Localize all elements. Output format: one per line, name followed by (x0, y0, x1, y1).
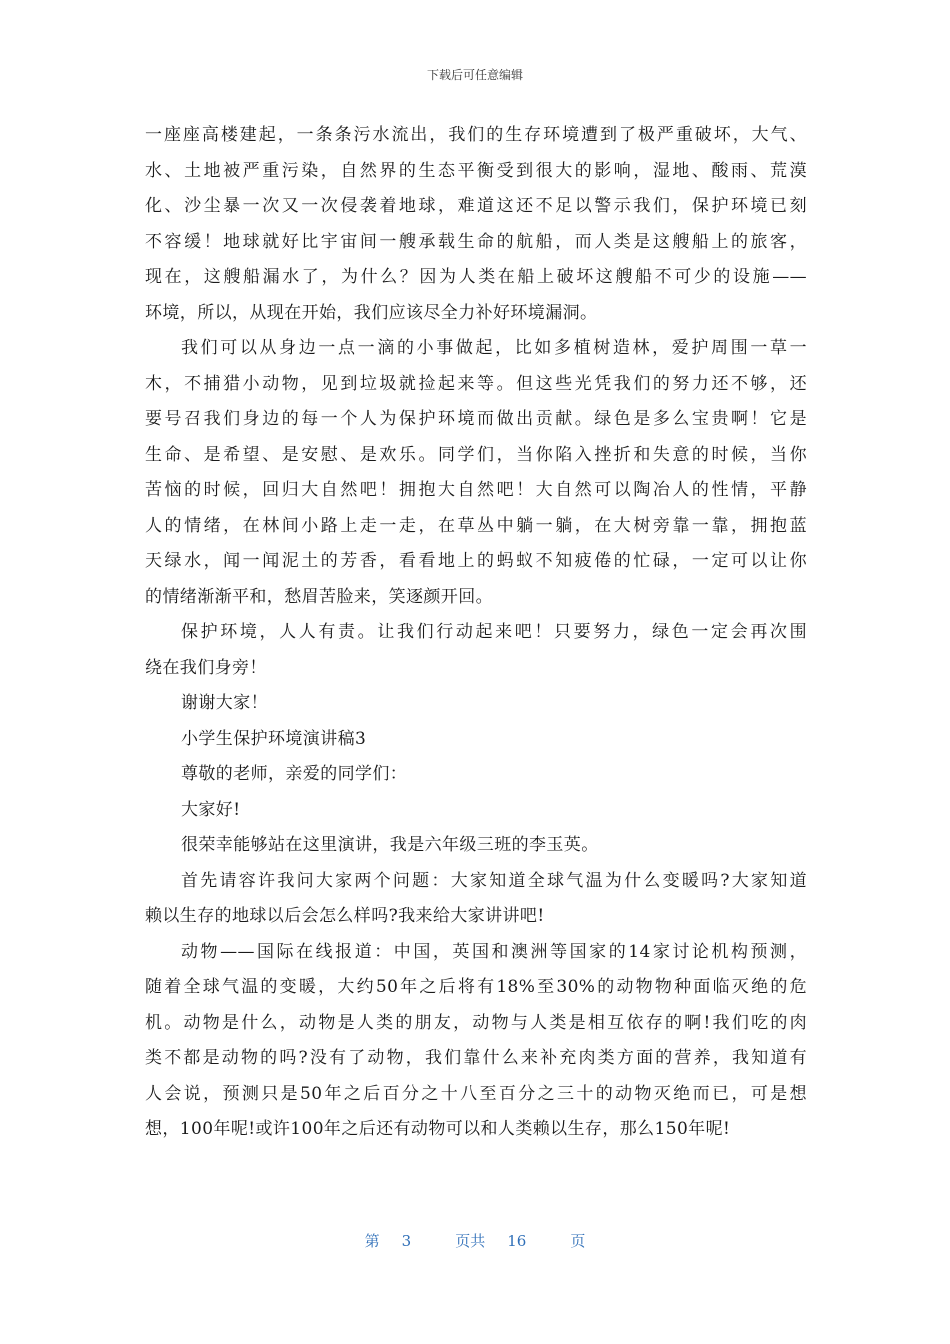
text-line: 尊敬的老师，亲爱的同学们： (181, 764, 408, 784)
footer-prefix: 第 (364, 1232, 380, 1250)
text-line: 木，不捕猎小动物，见到垃圾就捡起来等。但这些光凭我们的努力还不够，还 (145, 373, 807, 394)
document-body (145, 118, 807, 1148)
text-line: 赖以生存的地球以后会怎么样吗?我来给大家讲讲吧! (145, 906, 545, 926)
text-line: 谢谢大家！ (181, 693, 268, 713)
text-line: 现在，这艘船漏水了，为什么？因为人类在船上破坏这艘船不可少的设施—— (145, 267, 807, 287)
page-footer (0, 1230, 950, 1251)
text-line: 人的情绪，在林间小路上走一走，在草丛中躺一躺，在大树旁靠一靠，拥抱蓝 (145, 515, 807, 536)
footer-page-number: 3 (401, 1232, 412, 1250)
text-line: 天绿水，闻一闻泥土的芳香，看看地上的蚂蚁不知疲倦的忙碌，一定可以让你 (145, 551, 807, 571)
text-line: 大家好! (181, 799, 241, 820)
text-line: 人会说，预测只是50年之后百分之十八至百分之三十的动物灭绝而已，可是想 (145, 1083, 807, 1104)
text-line: 动物——国际在线报道：中国，英国和澳洲等国家的14家讨论机构预测， (181, 941, 807, 962)
text-line: 机。动物是什么，动物是人类的朋友，动物与人类是相互依存的啊!我们吃的肉 (145, 1012, 807, 1033)
text-line: 绕在我们身旁！ (145, 657, 267, 678)
text-line: 水、土地被严重污染，自然界的生态平衡受到很大的影响，湿地、酸雨、荒漠 (145, 160, 807, 181)
text-line: 的情绪渐渐平和，愁眉苦脸来，笑逐颜开回。 (145, 586, 493, 607)
text-line: 我们可以从身边一点一滴的小事做起，比如多植树造林，爱护周围一草一 (181, 338, 807, 358)
text-line: 一座座高楼建起，一条条污水流出，我们的生存环境遭到了极严重破坏，大气、 (145, 125, 807, 145)
footer-total-pages: 16 (507, 1232, 527, 1250)
page-header: 下载后可任意编辑 (426, 68, 523, 82)
text-line: 想，100年呢!或许100年之后还有动物可以和人类赖以生存，那么150年呢! (145, 1119, 731, 1139)
text-line: 苦恼的时候，回归大自然吧！拥抱大自然吧！大自然可以陶冶人的性情，平静 (145, 480, 807, 500)
text-line: 很荣幸能够站在这里演讲，我是六年级三班的李玉英。 (181, 835, 599, 855)
text-line: 要号召我们身边的每一个人为保护环境而做出贡献。绿色是多么宝贵啊！它是 (145, 409, 807, 429)
text-line: 类不都是动物的吗?没有了动物，我们靠什么来补充肉类方面的营养，我知道有 (145, 1048, 807, 1068)
footer-middle: 页共 (455, 1232, 486, 1250)
text-line: 首先请容许我问大家两个问题：大家知道全球气温为什么变暖吗?大家知道 (181, 870, 807, 891)
text-line: 小学生保护环境演讲稿3 (181, 728, 367, 749)
text-line: 生命、是希望、是安慰、是欢乐。同学们，当你陷入挫折和失意的时候，当你 (145, 444, 807, 465)
text-line: 随着全球气温的变暖，大约50年之后将有18%至30%的动物物种面临灭绝的危 (145, 977, 807, 997)
text-line: 不容缓！地球就好比宇宙间一艘承载生命的航船，而人类是这艘船上的旅客， (145, 231, 807, 252)
text-line: 保护环境，人人有责。让我们行动起来吧！只要努力，绿色一定会再次围 (181, 622, 807, 642)
footer-suffix: 页 (570, 1232, 586, 1250)
text-line: 环境，所以，从现在开始，我们应该尽全力补好环境漏洞。 (145, 302, 598, 323)
text-line: 化、沙尘暴一次又一次侵袭着地球，难道这还不足以警示我们，保护环境已刻 (145, 196, 807, 216)
